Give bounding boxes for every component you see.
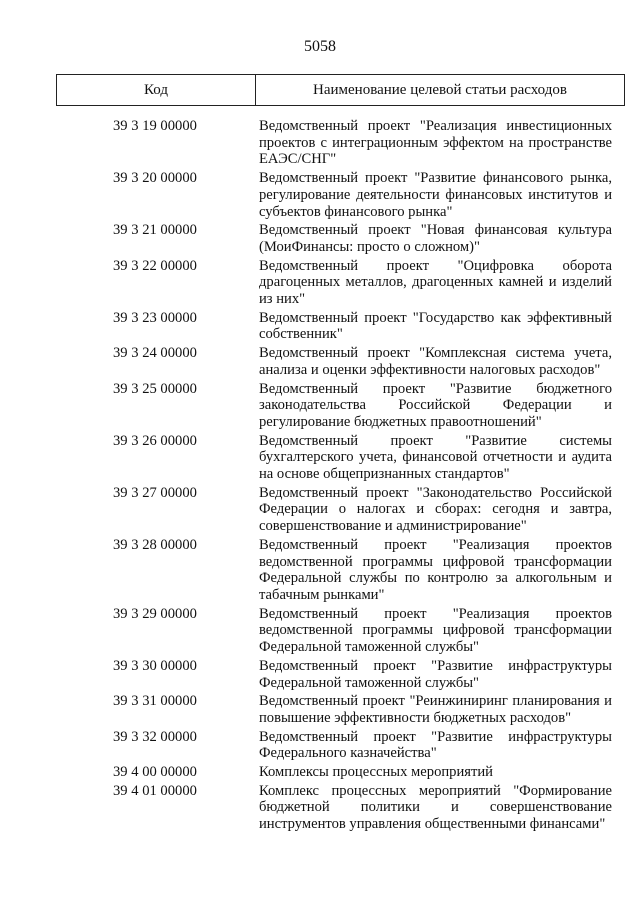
row-name: Ведомственный проект "Реализация инвестиционных проектов с интеграционным эффектом на пространстве ЕАЭС/СНГ" bbox=[259, 118, 612, 168]
table-row bbox=[0, 485, 640, 535]
row-name: Комплекс процессных мероприятий "Формирование бюджетной политики и совершенствование инструментов управления общественными финансами" bbox=[259, 782, 612, 833]
table-row bbox=[0, 381, 640, 431]
row-code: 39 4 00 00000 bbox=[113, 764, 197, 781]
row-code: 39 3 19 00000 bbox=[113, 118, 197, 134]
table-row bbox=[0, 783, 640, 833]
row-name: Ведомственный проект "Новая финансовая культура (МоиФинансы: просто о сложном)" bbox=[259, 222, 612, 255]
row-name: Ведомственный проект "Реализация проектов ведомственной программы цифровой трансформации Федеральной таможенной службы" bbox=[259, 605, 612, 656]
row-code: 39 3 23 00000 bbox=[113, 309, 197, 326]
table-row bbox=[0, 222, 640, 255]
row-code: 39 3 21 00000 bbox=[113, 222, 197, 239]
table-row bbox=[0, 537, 640, 604]
table-row bbox=[0, 693, 640, 726]
row-name: Комплексы процессных мероприятий bbox=[259, 764, 493, 781]
row-name: Ведомственный проект "Развитие инфраструктуры Федерального казначейства" bbox=[259, 728, 612, 762]
table-row bbox=[0, 345, 640, 378]
row-name: Ведомственный проект "Комплексная система учета, анализа и оценки эффективности налоговых расходов" bbox=[259, 345, 612, 378]
row-name: Ведомственный проект "Реинжиниринг планирования и повышение эффективности бюджетных расходов" bbox=[259, 693, 612, 726]
row-code: 39 3 27 00000 bbox=[113, 484, 197, 501]
row-code: 39 3 31 00000 bbox=[113, 693, 197, 710]
row-code: 39 4 01 00000 bbox=[113, 782, 197, 799]
column-header-code: Код bbox=[57, 75, 256, 105]
row-name: Ведомственный проект "Законодательство Российской Федерации о налогах и сборах: сегодня и завтра, совершенствование и администрирование" bbox=[259, 484, 612, 535]
table-row bbox=[0, 258, 640, 308]
row-code: 39 3 26 00000 bbox=[113, 432, 197, 449]
table-row bbox=[0, 433, 640, 483]
row-code: 39 3 28 00000 bbox=[113, 536, 197, 553]
page-number: 5058 bbox=[304, 38, 336, 55]
row-code: 39 3 32 00000 bbox=[113, 728, 197, 745]
row-name: Ведомственный проект "Реализация проектов ведомственной программы цифровой трансформации Федеральной службы по контролю за алкогольным и табачным рынками" bbox=[259, 536, 612, 603]
table-row bbox=[0, 658, 640, 691]
table-row bbox=[0, 310, 640, 343]
row-name: Ведомственный проект "Развитие системы бухгалтерского учета, финансовой отчетности и аудита на основе общепризнанных стандартов" bbox=[259, 432, 612, 483]
table-row bbox=[0, 764, 640, 781]
row-name: Ведомственный проект "Государство как эффективный собственник" bbox=[259, 309, 612, 343]
row-code: 39 3 29 00000 bbox=[113, 605, 197, 622]
row-code: 39 3 25 00000 bbox=[113, 380, 197, 397]
table-body bbox=[0, 118, 640, 835]
row-name: Ведомственный проект "Развитие финансового рынка, регулирование деятельности финансовых институтов и субъектов финансового рынка" bbox=[259, 170, 612, 220]
row-code: 39 3 22 00000 bbox=[113, 257, 197, 274]
table-row bbox=[0, 118, 640, 168]
row-name: Ведомственный проект "Развитие бюджетного законодательства Российской Федерации и регулирование бюджетных правоотношений" bbox=[259, 380, 612, 430]
table-row bbox=[0, 606, 640, 656]
row-code: 39 3 30 00000 bbox=[113, 657, 197, 674]
column-header-name: Наименование целевой статьи расходов bbox=[313, 81, 567, 98]
row-name: Ведомственный проект "Оцифровка оборота драгоценных металлов, драгоценных камней и изделий из них" bbox=[259, 257, 612, 308]
table-header bbox=[56, 74, 625, 106]
row-name: Ведомственный проект "Развитие инфраструктуры Федеральной таможенной службы" bbox=[259, 657, 612, 691]
row-code: 39 3 24 00000 bbox=[113, 345, 197, 362]
table-row bbox=[0, 729, 640, 762]
row-code: 39 3 20 00000 bbox=[113, 170, 197, 187]
table-row bbox=[0, 170, 640, 220]
